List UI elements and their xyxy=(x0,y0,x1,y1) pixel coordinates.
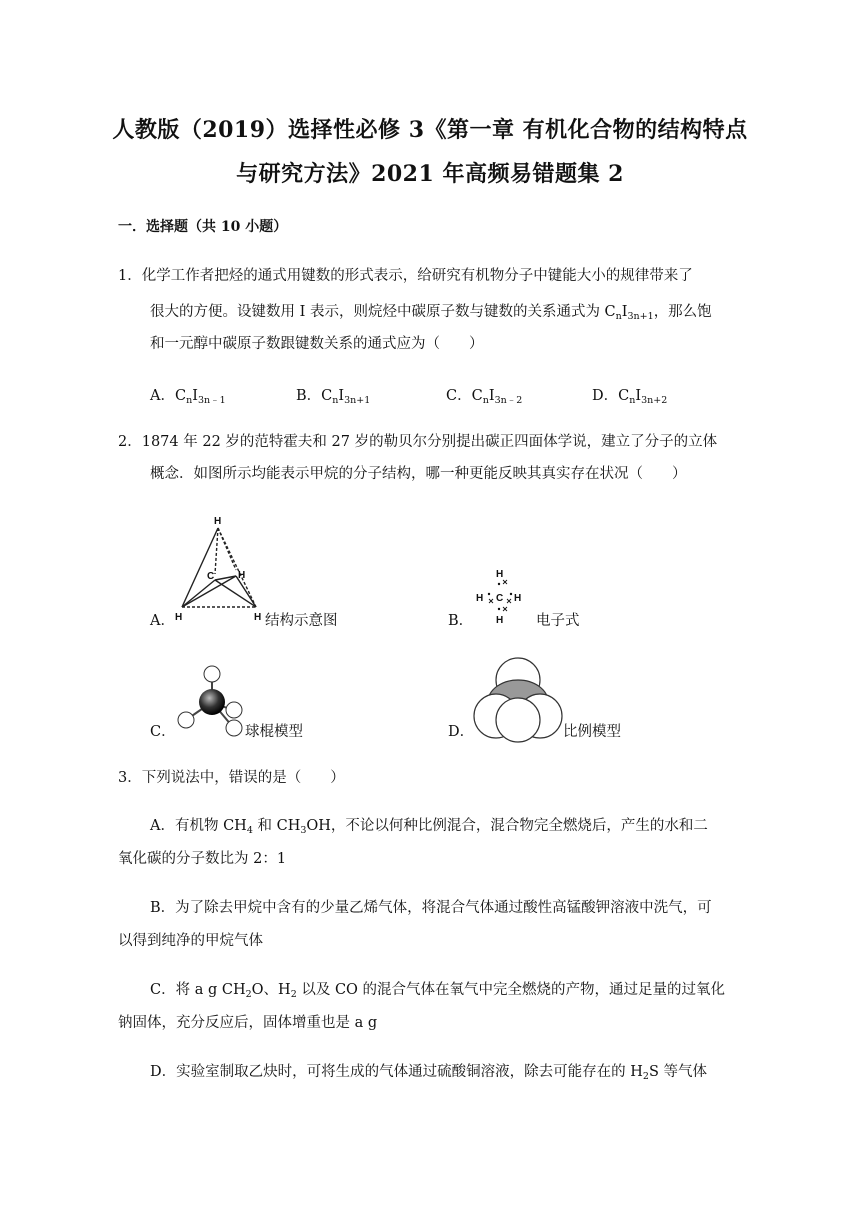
atom-h-bottom-right: H xyxy=(254,612,262,623)
q2-line2: 概念．如图所示均能表示甲烷的分子结构，哪一种更能反映其真实存在状况（ ） xyxy=(150,466,687,482)
q2-caption-b: 电子式 xyxy=(536,613,580,629)
svg-text:H: H xyxy=(496,569,504,580)
q1-line2: 很大的方便。设键数用 I 表示，则烷烃中碳原子数与键数的关系通式为 $C_nI_{3n+1}$，那么饱 xyxy=(150,304,712,322)
q1-option-d[interactable]: D．$C_nI_{3n+2}$ xyxy=(592,388,668,406)
q2-caption-a: 结构示意图 xyxy=(265,613,338,629)
q2-option-a[interactable]: A． xyxy=(150,613,175,629)
methane-space-filling-model xyxy=(470,654,566,744)
atom-h-top: H xyxy=(214,516,222,527)
q3-option-d[interactable]: D．实验室制取乙炔时，可将生成的气体通过硫酸铜溶液，除去可能存在的 $H_2S$ 等气体 xyxy=(150,1064,707,1082)
methane-electron-formula xyxy=(470,565,526,625)
q3-option-b-line2: 以得到纯净的甲烷气体 xyxy=(118,933,263,949)
section-heading: 一．选择题（共 10 小题） xyxy=(118,219,288,235)
document-title-line2: 与研究方法》2021 年高频易错题集 2 xyxy=(236,161,624,187)
svg-text:C: C xyxy=(496,593,504,604)
q1-option-c[interactable]: C．$C_nI_{3n﹣2}$ xyxy=(446,388,523,406)
atom-c: C xyxy=(207,571,215,582)
methane-ball-stick-model xyxy=(172,660,248,738)
atom-h-right: H xyxy=(238,570,246,581)
q1-line3: 和一元醇中碳原子数跟键数关系的通式应为（ ） xyxy=(150,336,484,352)
atom-h-left: H xyxy=(175,612,183,623)
q1-option-b[interactable]: B．$C_nI_{3n+1}$ xyxy=(296,388,371,406)
svg-text:H: H xyxy=(514,593,522,604)
q3-option-b-line1[interactable]: B．为了除去甲烷中含有的少量乙烯气体，将混合气体通过酸性高锰酸钾溶液中洗气，可 xyxy=(150,900,712,916)
q1-line1: 1．化学工作者把烃的通式用键数的形式表示，给研究有机物分子中键能大小的规律带来了 xyxy=(118,268,693,284)
q2-line1: 2．1874 年 22 岁的范特霍夫和 27 岁的勒贝尔分别提出碳正四面体学说，建立了分子的立体 xyxy=(118,434,718,450)
methane-structure-diagram xyxy=(170,510,270,628)
q1-option-a[interactable]: A．$C_nI_{3n﹣1}$ xyxy=(150,388,226,406)
q3-option-a-line1[interactable]: A．有机物 $CH_4$ 和 $CH_3OH$，不论以何种比例混合，混合物完全燃烧后，产生的水和二 xyxy=(150,818,708,836)
q2-option-d[interactable]: D． xyxy=(448,724,475,740)
q3-stem: 3．下列说法中，错误的是（ ） xyxy=(118,770,345,786)
q2-option-c[interactable]: C． xyxy=(150,724,176,740)
svg-text:H: H xyxy=(476,593,484,604)
svg-text:H: H xyxy=(496,615,504,625)
q3-option-c-line1[interactable]: C．将 a g $CH_2O$、$H_2$ 以及 CO 的混合气体在氧气中完全燃烧的产物，通过足量的过氧化 xyxy=(150,982,726,1000)
q2-caption-d: 比例模型 xyxy=(563,724,621,740)
q2-caption-c: 球棍模型 xyxy=(245,724,303,740)
q3-option-c-line2: 钠固体，充分反应后，固体增重也是 a g xyxy=(118,1015,378,1031)
document-title-line1: 人教版（2019）选择性必修 3《第一章 有机化合物的结构特点 xyxy=(112,117,748,143)
q3-option-a-line2: 氧化碳的分子数比为 2：1 xyxy=(118,851,287,867)
q2-option-b[interactable]: B． xyxy=(448,613,474,629)
